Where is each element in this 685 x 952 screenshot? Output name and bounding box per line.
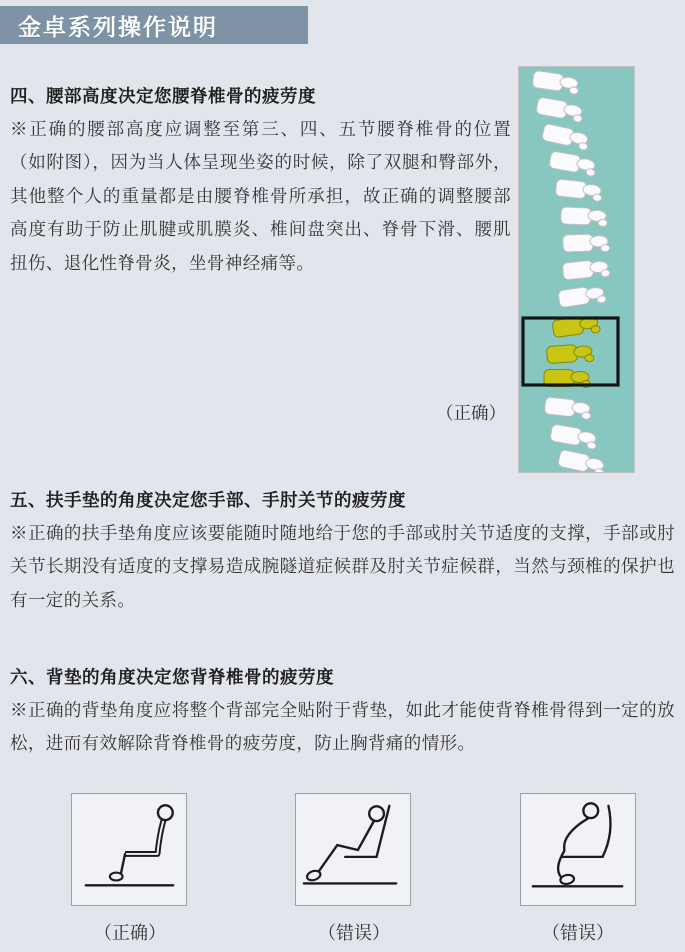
reclined-posture-icon bbox=[296, 794, 410, 905]
spine-illustration bbox=[518, 66, 635, 473]
posture-caption-wrong-1: （错误） bbox=[318, 923, 390, 943]
posture-diagram-hunched bbox=[520, 793, 636, 906]
hunched-posture-icon bbox=[521, 794, 635, 905]
page-header bbox=[0, 6, 308, 44]
spine-vertebrae bbox=[532, 70, 610, 472]
section-4-heading: 四、腰部高度决定您腰脊椎骨的疲劳度 bbox=[10, 86, 316, 106]
section-6-body: ※正确的背垫角度应将整个背部完全贴附于背垫，如此才能使背脊椎骨得到一定的放松，进而有效解除背脊椎骨的疲劳度，防止胸背痛的情形。 bbox=[10, 700, 675, 754]
spine-image bbox=[519, 67, 634, 472]
posture-diagram-upright bbox=[71, 793, 187, 906]
posture-caption-correct: （正确） bbox=[94, 923, 166, 943]
posture-diagram-reclined bbox=[295, 793, 411, 906]
section-5-heading: 五、扶手垫的角度决定您手部、手肘关节的疲劳度 bbox=[10, 490, 406, 510]
section-4-body: ※正确的腰部高度应调整至第三、四、五节腰脊椎骨的位置（如附图），因为当人体呈现坐姿的时候，除了双腿和臀部外，其他整个人的重量都是由腰脊椎骨所承担，故正确的调整腰部高度有助于防止肌腱或肌膜炎、椎间盘突出、脊骨下滑、腰肌扭伤、退化性脊骨炎，坐骨神经痛等。 bbox=[10, 119, 511, 273]
spine-caption: （正确） bbox=[436, 403, 506, 423]
upright-posture-icon bbox=[72, 794, 186, 905]
section-5-body: ※正确的扶手垫角度应该要能随时随地给于您的手部或肘关节适度的支撑，手部或肘关节长期没有适度的支撑易造成腕隧道症候群及肘关节症候群，当然与颈椎的保护也有一定的关系。 bbox=[10, 523, 675, 610]
posture-caption-wrong-2: （错误） bbox=[542, 923, 614, 943]
section-6-heading: 六、背垫的角度决定您背脊椎骨的疲劳度 bbox=[10, 667, 334, 687]
highlighted-vertebra bbox=[546, 343, 594, 364]
page-title: 金卓系列操作说明 bbox=[18, 13, 218, 40]
